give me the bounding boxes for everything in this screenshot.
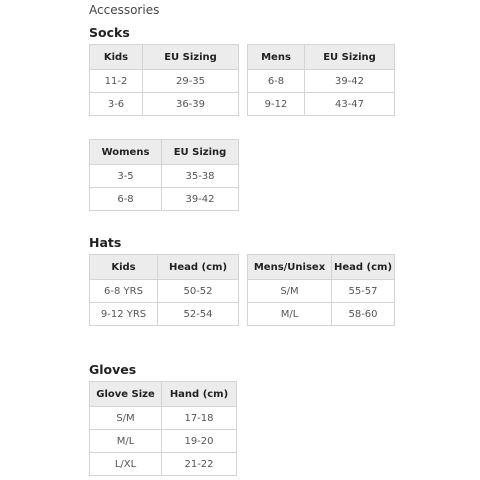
column-header: Head (cm) [332, 255, 395, 280]
table-header-row [90, 140, 239, 165]
table-cell: L/XL [90, 453, 162, 476]
hats-mens-unisex-table [247, 254, 395, 326]
socks-kids-table [89, 44, 239, 116]
table-row [90, 303, 239, 326]
table-cell: 17-18 [162, 407, 237, 430]
socks-womens-table [89, 139, 239, 211]
table-row [248, 303, 395, 326]
hats-kids-table [89, 254, 239, 326]
table-cell: 39-42 [305, 70, 395, 93]
column-header: Womens [90, 140, 162, 165]
table-row [90, 280, 239, 303]
table-header-row [248, 255, 395, 280]
table-header-row [90, 382, 237, 407]
column-header: EU Sizing [143, 45, 239, 70]
column-header: EU Sizing [162, 140, 239, 165]
column-header: Mens [248, 45, 305, 70]
column-header: Glove Size [90, 382, 162, 407]
table-cell: 35-38 [162, 165, 239, 188]
column-header: Kids [90, 255, 158, 280]
table-cell: 9-12 [248, 93, 305, 116]
table-cell: S/M [248, 280, 332, 303]
table-cell: 6-8 [248, 70, 305, 93]
gloves-table [89, 381, 237, 476]
socks-section-title: Socks [89, 25, 130, 40]
socks-mens-table [247, 44, 395, 116]
column-header: EU Sizing [305, 45, 395, 70]
column-header: Mens/Unisex [248, 255, 332, 280]
table-cell: 9-12 YRS [90, 303, 158, 326]
table-cell: 3-6 [90, 93, 143, 116]
table-row [90, 430, 237, 453]
table-cell: 11-2 [90, 70, 143, 93]
table-row [90, 93, 239, 116]
table-row [90, 70, 239, 93]
table-row [90, 188, 239, 211]
table-cell: 39-42 [162, 188, 239, 211]
table-header-row [90, 45, 239, 70]
table-cell: 36-39 [143, 93, 239, 116]
table-cell: 6-8 [90, 188, 162, 211]
table-cell: 55-57 [332, 280, 395, 303]
table-row [90, 453, 237, 476]
table-cell: S/M [90, 407, 162, 430]
table-cell: 58-60 [332, 303, 395, 326]
table-row [248, 70, 395, 93]
table-cell: 6-8 YRS [90, 280, 158, 303]
column-header: Hand (cm) [162, 382, 237, 407]
column-header: Kids [90, 45, 143, 70]
table-cell: 29-35 [143, 70, 239, 93]
column-header: Head (cm) [158, 255, 239, 280]
gloves-section-title: Gloves [89, 362, 137, 377]
table-cell: 21-22 [162, 453, 237, 476]
table-header-row [248, 45, 395, 70]
table-cell: 52-54 [158, 303, 239, 326]
hats-section-title: Hats [89, 235, 122, 250]
table-cell: M/L [90, 430, 162, 453]
table-header-row [90, 255, 239, 280]
table-row [90, 165, 239, 188]
table-row [248, 280, 395, 303]
table-cell: M/L [248, 303, 332, 326]
table-row [90, 407, 237, 430]
table-cell: 19-20 [162, 430, 237, 453]
table-cell: 3-5 [90, 165, 162, 188]
table-cell: 43-47 [305, 93, 395, 116]
table-cell: 50-52 [158, 280, 239, 303]
table-row [248, 93, 395, 116]
page-title: Accessories [89, 3, 160, 17]
